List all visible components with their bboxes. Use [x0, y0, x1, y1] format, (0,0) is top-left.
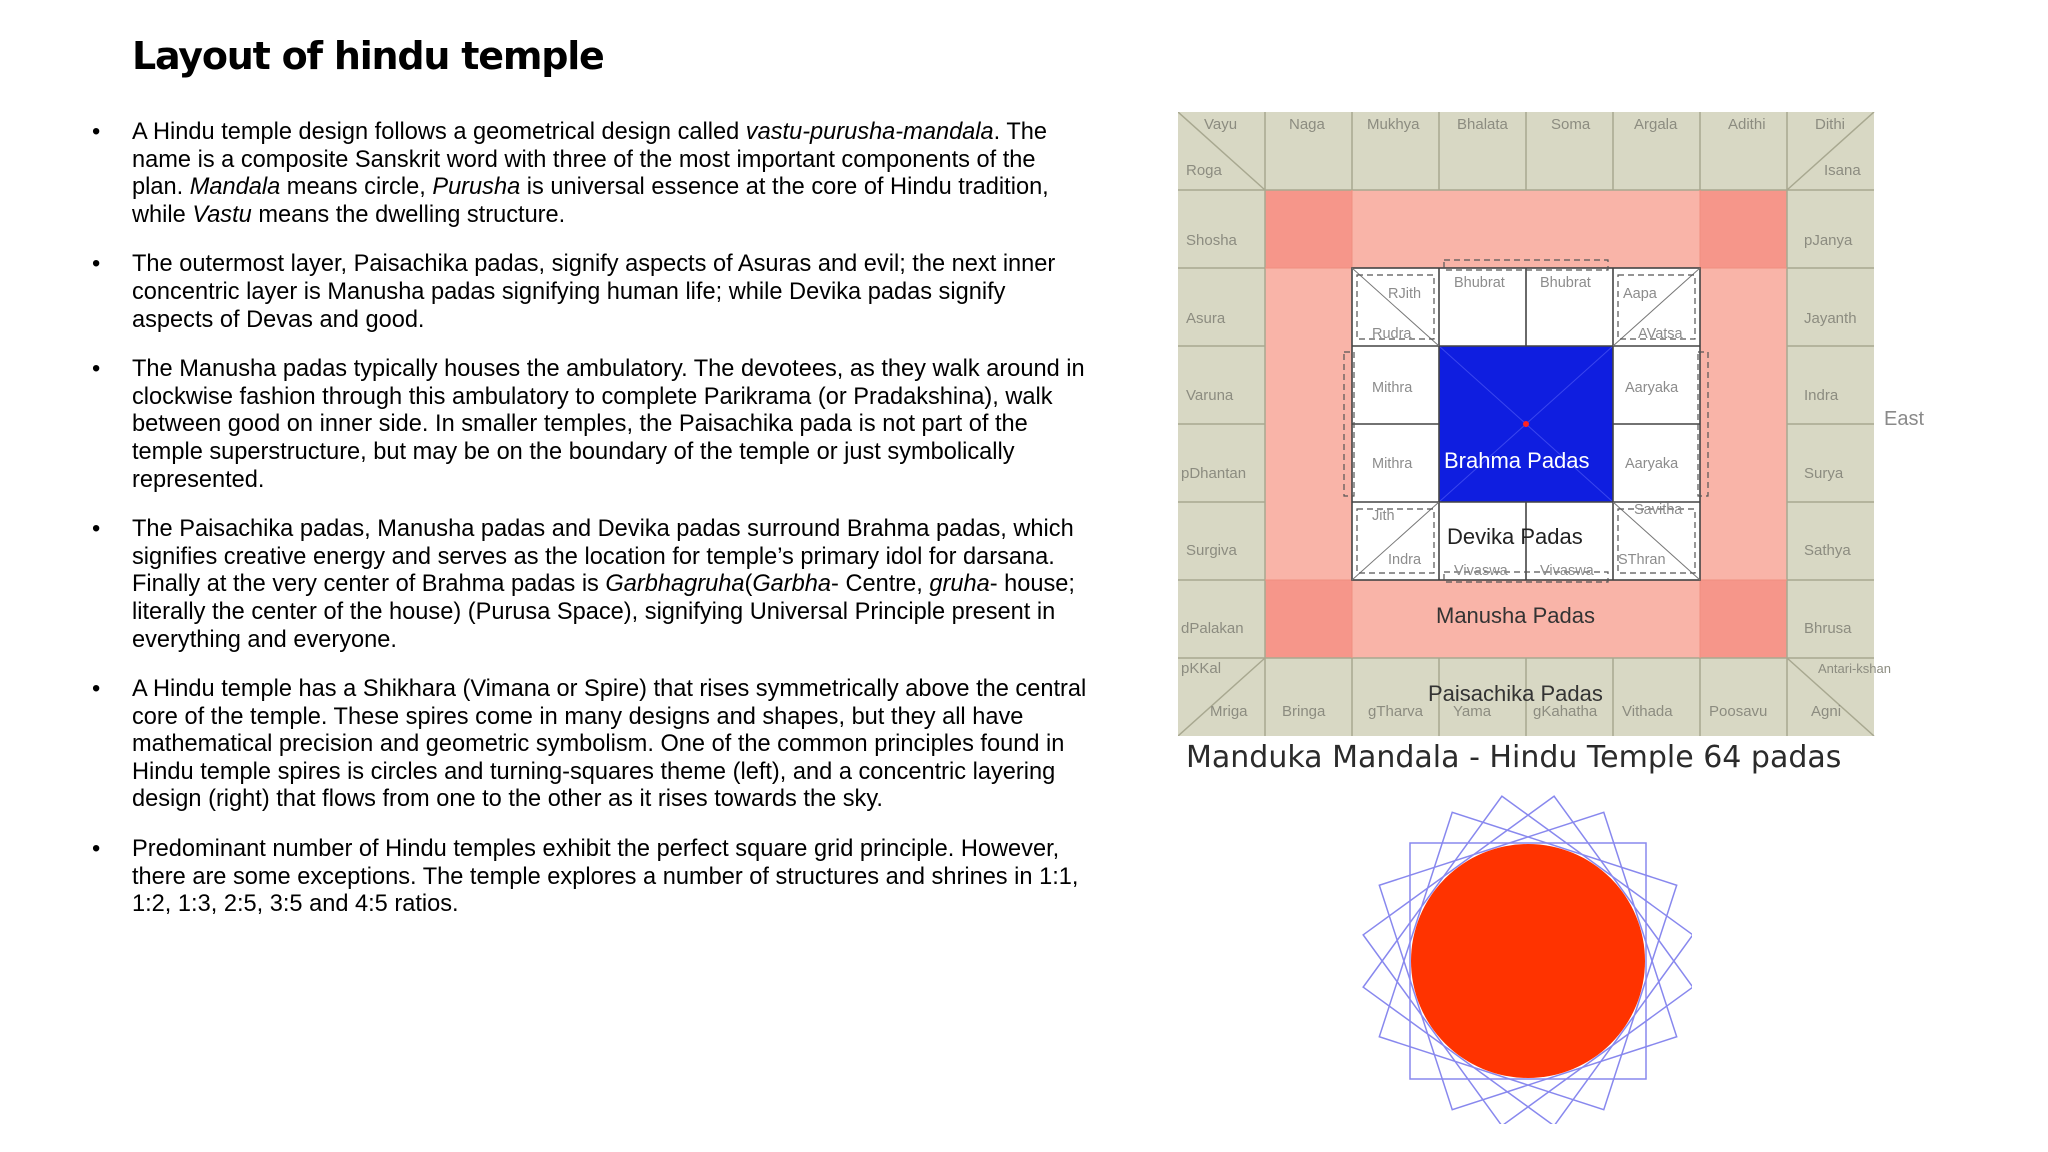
pada-label: SThran — [1618, 552, 1666, 568]
page-title: Layout of hindu temple — [132, 34, 604, 78]
pada-label: gTharva — [1368, 703, 1424, 720]
pada-label: Indra — [1388, 552, 1422, 568]
pada-label: pKKal — [1181, 660, 1222, 677]
pada-label: Jayanth — [1804, 310, 1857, 327]
text-run: The Paisachika padas, Manusha padas and Devika padas surround Brahma padas, which signifies creative energy and serves as the location for temple’s primary idol for darsana. Finally at the very center of Brahma padas is — [132, 516, 1074, 598]
bullet-glyph: • — [92, 516, 101, 543]
bullet-item — [90, 836, 1090, 919]
vastu-purusha-mandala-diagram — [1178, 112, 1958, 736]
circle-turning-squares-diagram — [1262, 784, 1692, 1124]
pada-label: Dithi — [1815, 116, 1846, 133]
pada-label: Aapa — [1623, 286, 1657, 302]
text-run: ( — [744, 571, 753, 598]
pada-label: Mriga — [1210, 703, 1248, 720]
mandala-caption: Manduka Mandala - Hindu Temple 64 padas — [1186, 740, 1842, 775]
pada-label: Naga — [1289, 116, 1325, 133]
manusha-padas-label: Manusha Padas — [1436, 603, 1595, 628]
text-run: A Hindu temple has a Shikhara (Vimana or Spire) that rises symmetrically above the central core of the temple. These spires come in many designs and shapes, but they all have mathematical precision and geometric symbolism. One of the common principles found in Hindu temple spires is circles and turning-squares theme (left), and a concentric layering design (right) that flows from one to the other as it rises towards the sky. — [132, 676, 1087, 813]
text-run: - Centre, — [831, 571, 930, 598]
pada-label: Jith — [1372, 508, 1395, 524]
pada-label: Bhubrat — [1454, 275, 1505, 291]
pada-label: Aaryaka — [1625, 380, 1679, 396]
mandala-grid — [1178, 112, 1874, 736]
bullet-text — [132, 251, 1055, 332]
text-run: is universal essence at the core of Hindu tradition, while — [132, 174, 1049, 228]
pada-label: Vivaswa — [1540, 563, 1594, 579]
pada-label: Surgiva — [1186, 542, 1237, 559]
text-run: - house; literally the center of the house) (Purusa Space), signifying Universal Principle present in everything and everyone. — [132, 571, 1075, 653]
bullet-text — [132, 676, 1086, 812]
pada-label: Mukhya — [1367, 116, 1420, 133]
bullet-glyph: • — [92, 251, 101, 278]
italic-term: Vastu — [192, 201, 252, 228]
pada-label: Surya — [1804, 465, 1844, 482]
pada-label: Yama — [1453, 703, 1492, 720]
bullet-glyph: • — [92, 836, 101, 863]
manusha-corner — [1265, 190, 1352, 268]
pada-label: Poosavu — [1709, 703, 1768, 720]
pada-label: Vayu — [1204, 116, 1238, 133]
text-run: means the dwelling structure. — [251, 201, 566, 228]
bullet-text — [132, 836, 1078, 917]
pada-label: pJanya — [1804, 232, 1853, 249]
pada-label: Rudra — [1372, 326, 1412, 342]
bullet-item — [90, 356, 1090, 494]
italic-term: gruha — [929, 571, 990, 598]
italic-term: Garbha — [752, 571, 832, 598]
garbhagruha-center-dot — [1523, 421, 1529, 427]
pada-label: Shosha — [1186, 232, 1237, 249]
pada-label: AVatsa — [1638, 326, 1683, 342]
bullet-item — [90, 251, 1090, 334]
pada-label: Mithra — [1372, 380, 1413, 396]
bullet-glyph: • — [92, 119, 101, 145]
bullet-item — [90, 119, 1090, 229]
pada-label: Agni — [1811, 703, 1842, 720]
pada-label: Adithi — [1728, 116, 1766, 133]
manusha-corner — [1700, 580, 1787, 658]
text-run: The outermost layer, Paisachika padas, signify aspects of Asuras and evil; the next inner concentric layer is Manusha padas signifying human life; while Devika padas signify aspects of Devas and good. — [132, 251, 1056, 333]
pada-label: Asura — [1186, 310, 1226, 327]
pada-label: Bhalata — [1457, 116, 1508, 133]
text-run: A Hindu temple design follows a geometrical design called — [132, 119, 746, 145]
pada-label: Isana — [1824, 162, 1861, 179]
brahma-padas-label: Brahma Padas — [1444, 448, 1590, 473]
text-run: means circle, — [280, 174, 433, 201]
bullet-glyph: • — [92, 356, 101, 383]
pada-label: Antari-kshan — [1818, 661, 1891, 676]
pada-label: Vithada — [1622, 703, 1673, 720]
paisachika-padas-label: Paisachika Padas — [1428, 681, 1603, 706]
italic-term: Mandala — [189, 174, 281, 201]
pada-label: Argala — [1634, 116, 1678, 133]
pada-label: Savitha — [1634, 502, 1683, 518]
pada-label: gKahatha — [1533, 703, 1598, 720]
bullet-glyph: • — [92, 676, 101, 703]
pada-label: RJith — [1388, 286, 1422, 302]
bullet-text — [132, 516, 1075, 652]
pada-label: Sathya — [1804, 542, 1851, 559]
pada-label: Bringa — [1282, 703, 1326, 720]
pada-label: Mithra — [1372, 456, 1413, 472]
pada-label: Indra — [1804, 387, 1839, 404]
pada-label: Varuna — [1186, 387, 1234, 404]
bullet-item — [90, 516, 1090, 654]
bullet-text — [132, 119, 1049, 228]
pada-label: pDhantan — [1181, 465, 1247, 482]
devika-padas-label: Devika Padas — [1447, 524, 1583, 549]
text-run: The Manusha padas typically houses the ambulatory. The devotees, as they walk around in clockwise fashion through this ambulatory to complete Parikrama (or Pradakshina), walk between good on inner side. In smaller temples, the Paisachika pada is not part of the temple superstructure, but may be on the boundary of the temple or just symbolically represented. — [132, 356, 1085, 493]
pada-label: Bhubrat — [1540, 275, 1591, 291]
pada-label: Soma — [1551, 116, 1591, 133]
spire-circle — [1411, 844, 1645, 1078]
manusha-corner — [1700, 190, 1787, 268]
east-direction-label: East — [1884, 408, 1925, 430]
pada-label: Bhrusa — [1804, 620, 1852, 637]
text-run: Predominant number of Hindu temples exhibit the perfect square grid principle. However, there are some exceptions. The temple explores a number of structures and shrines in 1:1, 1:2, 1:3, 2:5, 3:5 and 4:5 ratios. — [132, 836, 1079, 918]
pada-label: dPalakan — [1181, 620, 1244, 637]
italic-term: vastu-purusha-mandala — [745, 119, 994, 145]
bullet-text — [132, 356, 1085, 492]
text-run: . The name is a composite Sanskrit word with three of the most important components of the plan. — [132, 119, 1048, 201]
pada-label: Aaryaka — [1625, 456, 1679, 472]
italic-term: Garbhagruha — [605, 571, 745, 598]
italic-term: Purusha — [432, 174, 521, 201]
manusha-corner — [1265, 580, 1352, 658]
pada-label: Vivaswa — [1454, 563, 1508, 579]
pada-label: Roga — [1186, 162, 1222, 179]
bullet-item — [90, 676, 1090, 814]
bullet-list — [90, 119, 1090, 941]
